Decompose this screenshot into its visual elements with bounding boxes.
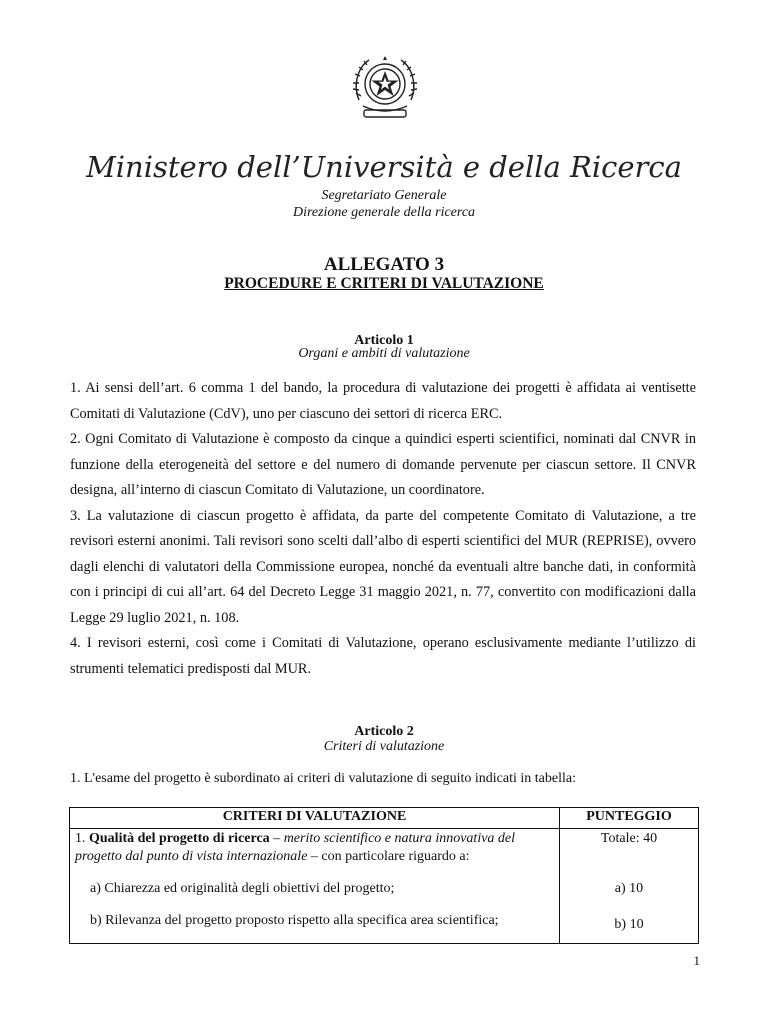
annex-title: ALLEGATO 3 xyxy=(323,254,445,275)
article2-intro: 1. L'esame del progetto è subordinato ai criteri di valutazione di seguito indicati in tabella: xyxy=(70,771,576,786)
score-b: b) 10 xyxy=(614,917,644,932)
criterion-description xyxy=(75,830,554,866)
article1-heading: Articolo 1 xyxy=(354,333,414,348)
criteria-column-header: CRITERI DI VALUTAZIONE xyxy=(70,808,560,829)
criterion-number: 1. xyxy=(75,831,86,846)
criteria-table xyxy=(69,807,699,944)
criterion-title: Qualità del progetto di ricerca xyxy=(89,831,270,846)
article1-body xyxy=(70,376,696,682)
page-number: 1 xyxy=(693,953,700,968)
article1-paragraph: 4. I revisori esterni, così come i Comitati di Valutazione, operano esclusivamente mediante l’utilizzo di strumenti telematici predisposti dal MUR. xyxy=(70,635,696,677)
table-header-row xyxy=(70,808,699,829)
direction-name: Direzione generale della ricerca xyxy=(292,205,476,220)
article1-paragraph: 1. Ai sensi dell’art. 6 comma 1 del bando, la procedura di valutazione dei progetti è affidata ai ventisette Comitati di Valutazione (CdV), uno per ciascuno dei settori di ricerca ERC. xyxy=(70,380,696,422)
criterion-dash: – xyxy=(269,831,284,846)
annex-subtitle: PROCEDURE E CRITERI DI VALUTAZIONE xyxy=(224,275,544,292)
article1-paragraph: 3. La valutazione di ciascun progetto è affidata, da parte del competente Comitato di Valutazione, a tre revisori esterni anonimi. Tali revisori sono scelti dall’albo di esperti scientifici del MUR (REPRISE), ovvero dagli elenchi di valutatori della Commissione europea, nonché da eventuali altre banche dati, in conformità con i principi di cui all’art. 64 del Decreto Legge 31 maggio 2021, n. 77, convertito con modificazioni dalla Legge 29 luglio 2021, n. 108. xyxy=(70,507,696,626)
score-a: a) 10 xyxy=(614,881,644,896)
criterion-dash: – xyxy=(307,849,322,864)
article2-heading: Articolo 2 xyxy=(354,724,414,739)
table-row xyxy=(70,829,699,944)
article2-subheading: Criteri di valutazione xyxy=(323,739,445,754)
article1-paragraph: 2. Ogni Comitato di Valutazione è composto da cinque a quindici esperti scientifici, nominati dal CNVR in funzione della eterogeneità del settore e del numero di domande pervenute per ciascun settore. Il CNVR designa, all’interno di ciascun Comitato di Valutazione, un coordinatore. xyxy=(70,431,696,498)
ministry-name: Ministero dell’Università e della Ricerca xyxy=(86,150,682,184)
criterion-item-b: b) Rilevanza del progetto proposto rispetto alla specifica area scientifica; xyxy=(90,913,499,928)
criterion-item-a: a) Chiarezza ed originalità degli obiettivi del progetto; xyxy=(90,881,395,896)
department-name: Segretariato Generale xyxy=(321,188,447,203)
score-column-header: PUNTEGGIO xyxy=(560,808,699,829)
criterion-text: con particolare riguardo a: xyxy=(321,849,470,864)
criteria-cell xyxy=(70,829,560,944)
article1-subheading: Organi e ambiti di valutazione xyxy=(298,346,470,361)
score-cell xyxy=(560,829,699,944)
score-total: Totale: 40 xyxy=(600,831,658,846)
republic-emblem-icon xyxy=(345,50,425,130)
criterion-italic-text: merito scientifico e natura innovativa del progetto dal punto di vista internazionale xyxy=(75,831,516,864)
